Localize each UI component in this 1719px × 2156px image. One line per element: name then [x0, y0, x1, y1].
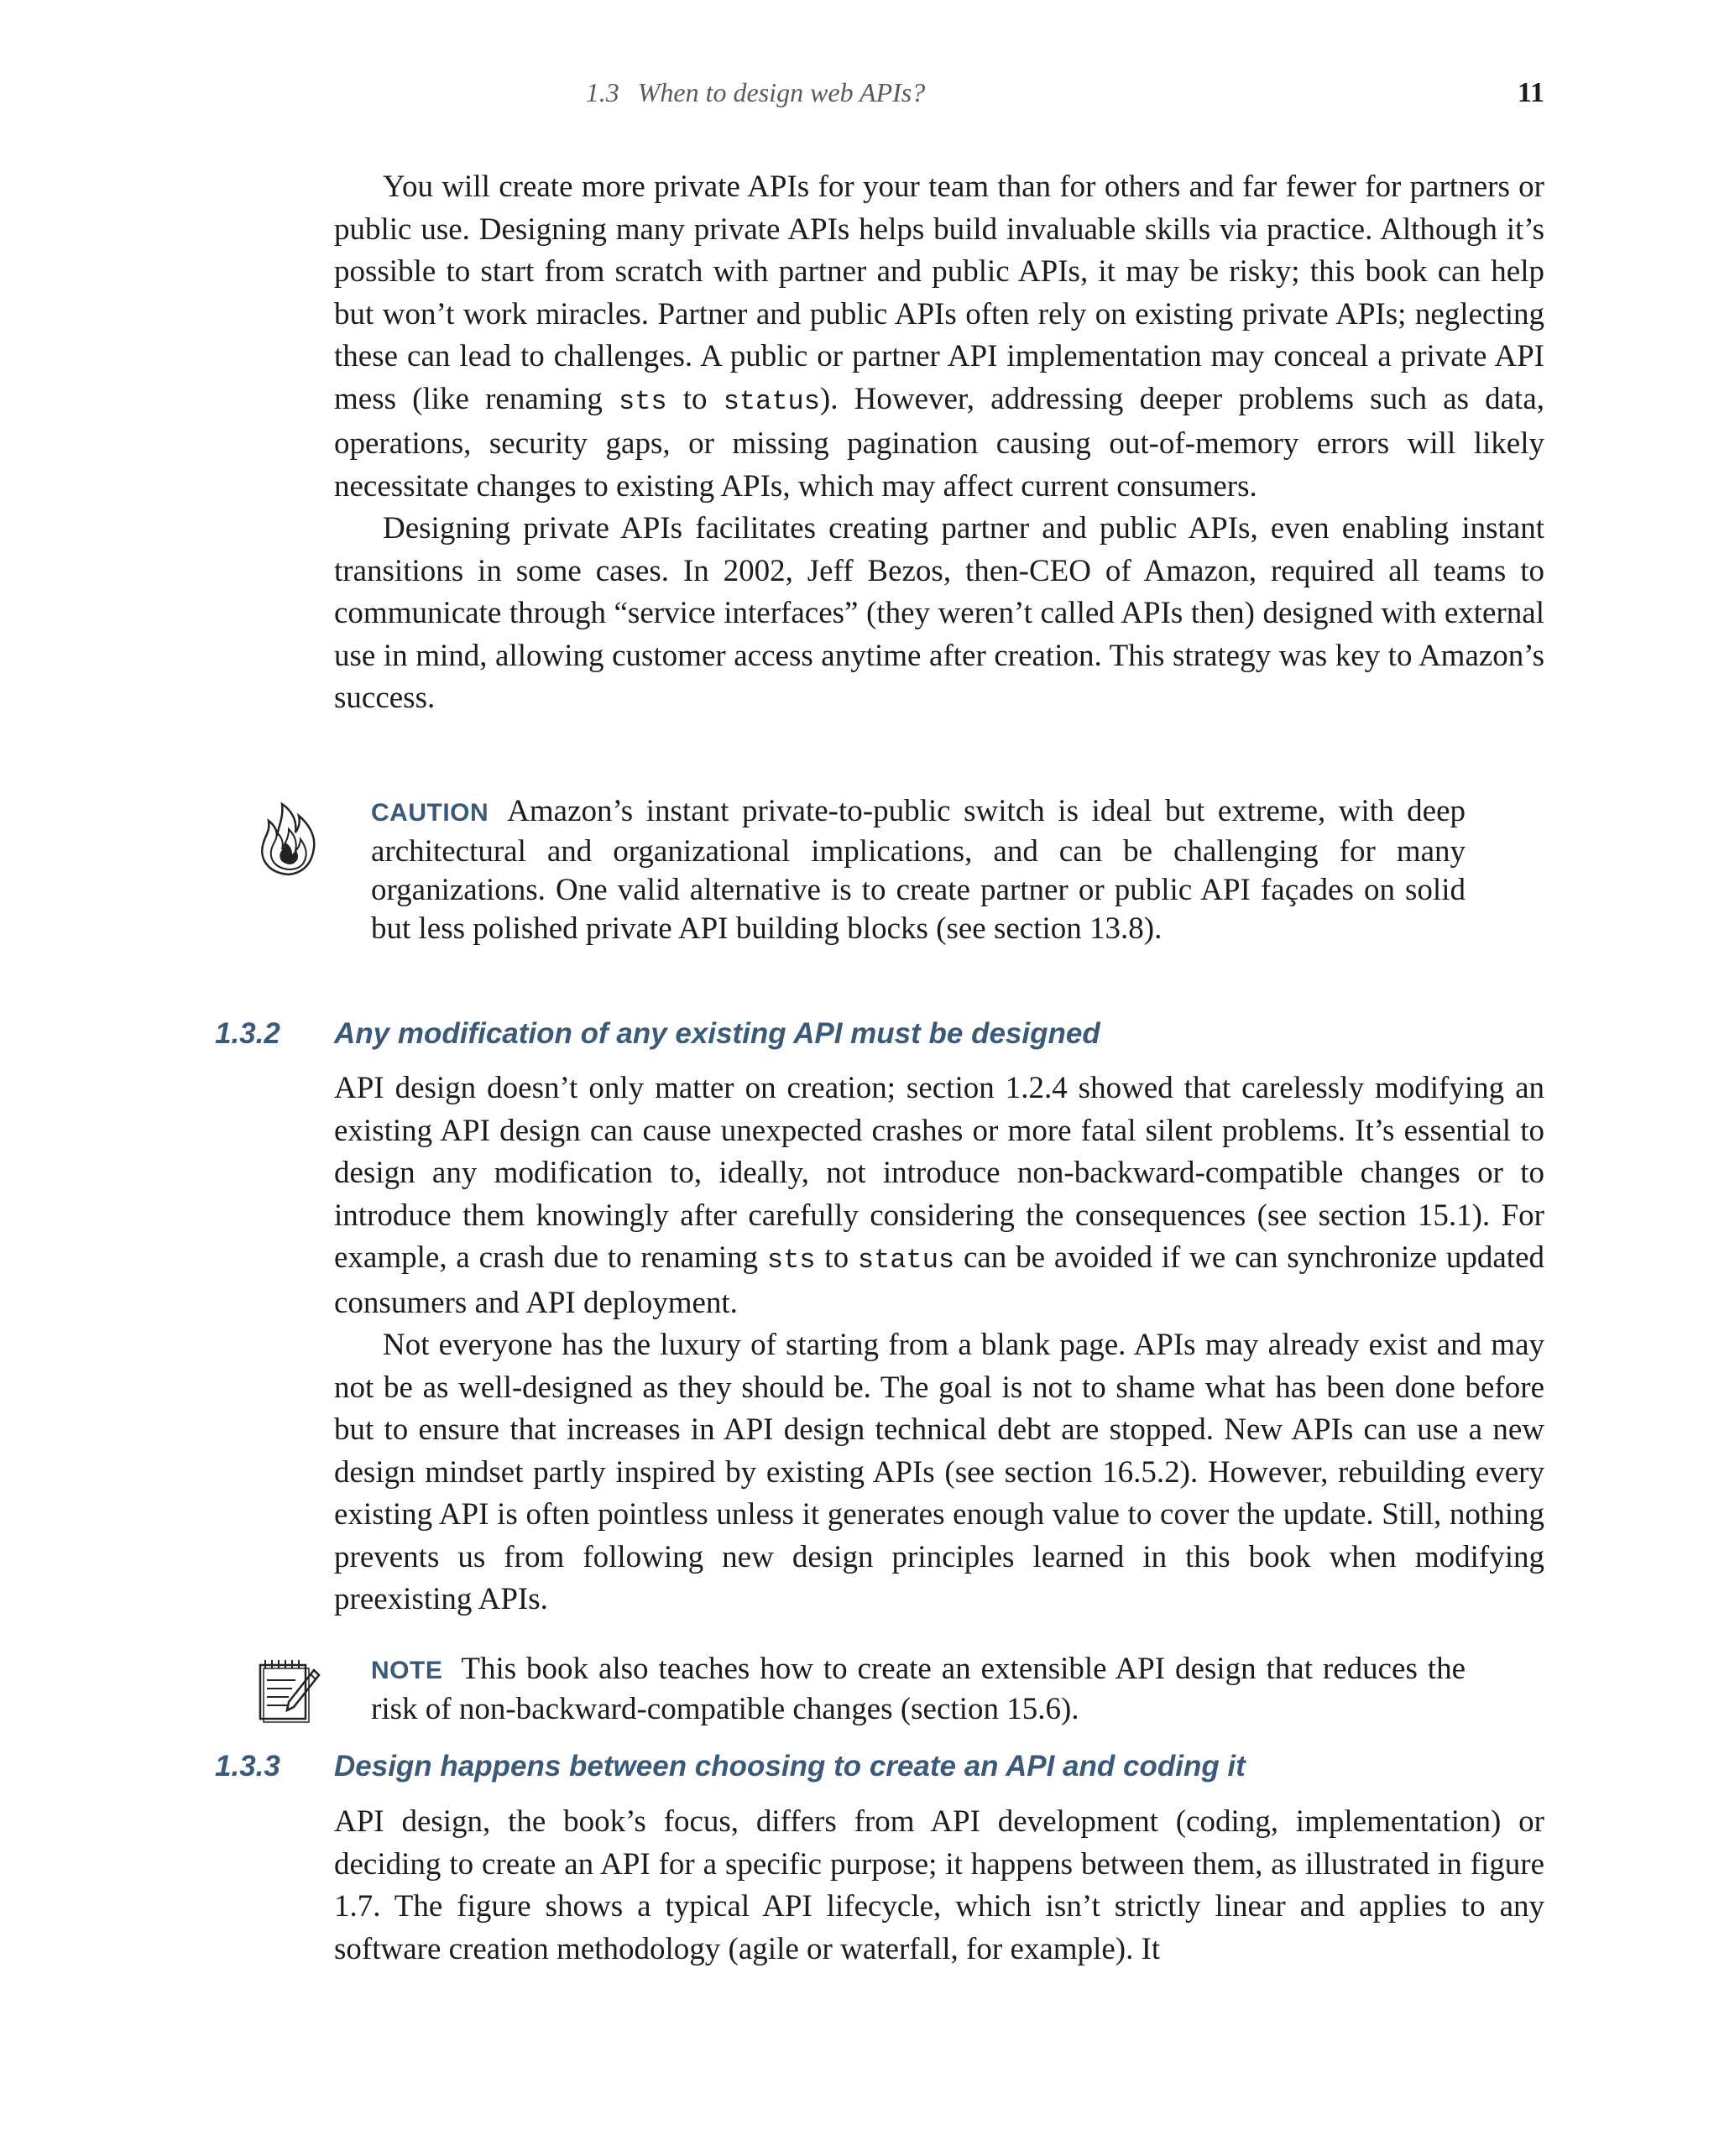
- section-number: 1.3.2: [215, 1017, 280, 1050]
- section-1-3-2-text: [334, 1068, 1544, 1621]
- code-status: status: [723, 385, 820, 417]
- note-label: NOTE: [371, 1657, 443, 1684]
- text-run: ). However, addressing deeper problems such as data, operations, security gaps, or missing pagination causing out-of-memory errors will likely necessitate changes to existing APIs, which may affect current consumers.: [334, 381, 1545, 504]
- caution-text: Amazon’s instant private-to-public switch is ideal but extreme, with deep architectural and organizational implications, and can be challenging for many organizations. One valid alternative is to create partner or public API façades on solid but less polished private API building blocks (see section 13.8).: [371, 794, 1466, 946]
- flame-icon: [255, 796, 322, 876]
- caution-text-block: [371, 792, 1466, 948]
- section-title: Any modification of any existing API must be designed: [334, 1017, 1100, 1050]
- paragraph: [334, 1068, 1544, 1324]
- paragraph: Not everyone has the luxury of starting from a blank page. APIs may already exist and may not be as well-designed as they should be. The goal is not to shame what has been done before but to ensure that increases in API design technical debt are stopped. New APIs can use a new design mindset partly inspired by existing APIs (see section 16.5.2). However, rebuilding every existing API is often pointless unless it generates enough value to cover the update. Still, nothing prevents us from following new design principles learned in this book when modifying preexisting APIs.: [334, 1328, 1544, 1616]
- section-number: 1.3.3: [215, 1750, 280, 1783]
- page-number: 11: [1517, 77, 1544, 108]
- text-run: to: [815, 1240, 858, 1275]
- running-section-title: When to design web APIs?: [637, 77, 926, 107]
- notepad-icon: [255, 1653, 322, 1734]
- paragraph: API design, the book’s focus, differs from API development (coding, implementation) or deciding to create an API for a specific purpose; it happens between them, as illustrated in figure 1.7. The figure shows a typical API lifecycle, which isn’t strictly linear and applies to any software creation methodology (agile or waterfall, for example). It: [334, 1804, 1544, 1966]
- running-title: [0, 77, 1511, 108]
- code-sts: sts: [619, 385, 667, 417]
- running-head: [0, 77, 1719, 119]
- code-sts: sts: [766, 1245, 816, 1276]
- paragraph: Designing private APIs facilitates creating partner and public APIs, even enabling instant transitions in some cases. In 2002, Jeff Bezos, then-CEO of Amazon, required all teams to communicate through “service interfaces” (they weren’t called APIs then) designed with external use in mind, allowing customer access anytime after creation. This strategy was key to Amazon’s success.: [334, 511, 1544, 715]
- text-run: You will create more private APIs for your team than for others and far fewer for partners or public use. Designing many private APIs helps build invaluable skills via practice. Although it’s possible to start from scratch with partner and public APIs, it may be risky; this book can help but won’t work miracles. Partner and public APIs often rely on existing private APIs; neglecting these can lead to challenges. A public or partner API implementation may conceal a private API mess (like renaming: [334, 170, 1544, 416]
- section-title: Design happens between choosing to create an API and coding it: [334, 1750, 1246, 1783]
- note-text: This book also teaches how to create an extensible API design that reduces the risk of non-backward-compatible changes (section 15.6).: [371, 1652, 1466, 1726]
- intro-text-block: [334, 166, 1544, 720]
- text-run: to: [666, 381, 724, 416]
- section-1-3-3-text: [334, 1801, 1544, 1971]
- code-status: status: [857, 1245, 955, 1276]
- text-run: can be avoided if we can synchronize updated consumers and API deployment.: [334, 1240, 1545, 1320]
- paragraph: [334, 166, 1544, 508]
- text-run: API design doesn’t only matter on creation; section 1.2.4 showed that carelessly modifying an existing API design can cause unexpected crashes or more fatal silent problems. It’s essential to design any modification to, ideally, not introduce non-backward-compatible changes or to introduce them knowingly after carefully considering the consequences (see section 15.1). For example, a crash due to renaming: [334, 1071, 1544, 1275]
- running-section-number: 1.3: [585, 77, 619, 107]
- note-text-block: [371, 1650, 1466, 1729]
- caution-label: CAUTION: [371, 799, 489, 827]
